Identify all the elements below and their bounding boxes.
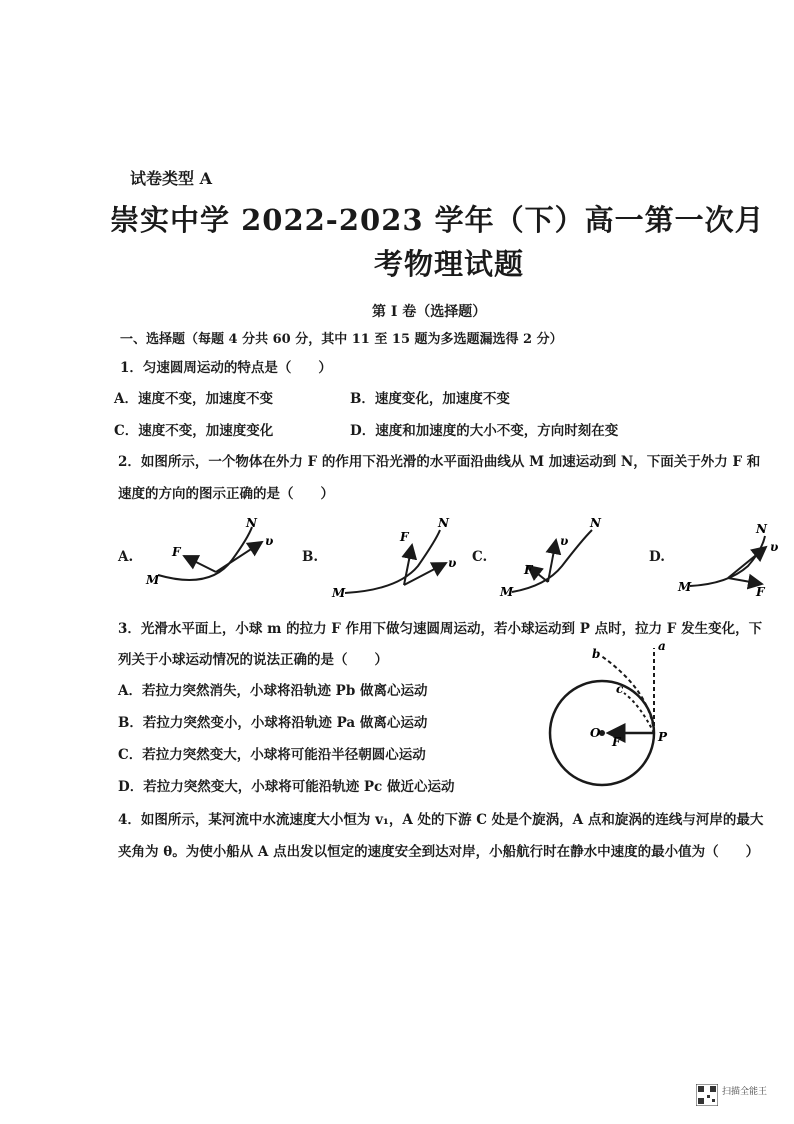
figure-b-label-m: M: [332, 586, 346, 600]
figure-d-force-arrow: [728, 578, 762, 584]
figure-a-velocity-arrow: [216, 542, 262, 572]
exam-type-label: 试卷类型 A: [130, 169, 212, 188]
figure-a-diagram: [145, 516, 274, 587]
question-3-option-d: D．若拉力突然变大，小球将可能沿轨迹 Pc 做近心运动: [118, 779, 455, 795]
question-1-option-b: B．速度变化，加速度不变: [350, 391, 510, 407]
figure-c-diagram: [499, 516, 602, 599]
figure-a-force-arrow: [184, 556, 216, 572]
question-3-stem-line1: 3．光滑水平面上，小球 m 的拉力 F 作用下做匀速圆周运动，若小球运动到 P 点时，拉力 F 发生变化，下: [118, 621, 763, 637]
question-1-option-a: A．速度不变，加速度不变: [114, 391, 273, 407]
figure-d-diagram: [677, 522, 779, 599]
figure-a-label-v: υ: [265, 534, 274, 548]
exam-title-line2: 考物理试题: [374, 247, 525, 281]
figure-d-trajectory: [690, 536, 765, 586]
question-1-stem: 1．匀速圆周运动的特点是（ ）: [120, 360, 332, 376]
figure-letter-d: D.: [649, 549, 665, 565]
qr-code-icon: [696, 1084, 718, 1106]
volume-label: 第 I 卷（选择题）: [372, 304, 487, 320]
figure-d-velocity-arrow: [728, 547, 766, 578]
question-4-stem-line2: 夹角为 θ。为使小船从 A 点出发以恒定的速度安全到达对岸，小船航行时在静水中速度的最小值为（ ）: [118, 844, 760, 860]
label-a: a: [658, 639, 666, 653]
figure-a-label-m: M: [146, 573, 160, 587]
figure-a-label-f: F: [172, 545, 181, 559]
figure-d-label-m: M: [678, 580, 692, 594]
figure-letter-a: A.: [118, 549, 134, 565]
path-pb: [600, 655, 654, 733]
figure-b-force-arrow: [404, 545, 412, 585]
figure-c-label-v: υ: [560, 534, 569, 548]
figure-c-label-n: N: [590, 516, 601, 530]
exam-title-line1: 崇实中学 2022-2023 学年（下）高一第一次月: [110, 203, 765, 237]
figure-d-label-f: F: [756, 585, 765, 599]
question-4-stem-line1: 4．如图所示，某河流中水流速度大小恒为 v₁，A 处的下游 C 处是个旋涡，A 点和旋涡的连线与河岸的最大: [118, 812, 764, 828]
figure-b-label-n: N: [438, 516, 449, 530]
figure-d-label-v: υ: [770, 540, 779, 554]
question-3-stem-line2: 列关于小球运动情况的说法正确的是（ ）: [118, 652, 388, 668]
label-o: O: [590, 726, 601, 740]
figure-letter-c: C.: [472, 549, 488, 565]
label-c: c: [616, 682, 624, 696]
question-3-option-a: A．若拉力突然消失，小球将沿轨迹 Pb 做离心运动: [118, 683, 428, 699]
question-3-figure: [550, 639, 668, 785]
figure-letter-b: B.: [302, 549, 319, 565]
scanner-watermark-text: 扫描全能王: [722, 1087, 768, 1097]
question-3-option-c: C．若拉力突然变大，小球将可能沿半径朝圆心运动: [118, 747, 426, 763]
figure-c-label-m: M: [500, 585, 514, 599]
figure-a-label-n: N: [246, 516, 257, 530]
figure-c-label-f: F: [524, 563, 533, 577]
question-2-stem-line2: 速度的方向的图示正确的是（ ）: [118, 486, 334, 502]
figure-b-trajectory: [345, 530, 440, 593]
question-1-option-c: C．速度不变，加速度变化: [114, 423, 274, 439]
label-p: P: [658, 730, 668, 744]
figure-d-label-n: N: [756, 522, 767, 536]
figure-b-diagram: [331, 516, 457, 600]
figure-b-label-v: υ: [448, 556, 457, 570]
question-3-option-b: B．若拉力突然变小，小球将沿轨迹 Pa 做离心运动: [118, 715, 428, 731]
section-heading: 一、选择题（每题 4 分共 60 分，其中 11 至 15 题为多选题漏选得 2 分）: [120, 332, 563, 347]
figure-b-label-f: F: [400, 530, 409, 544]
label-b: b: [592, 647, 601, 661]
question-2-stem-line1: 2．如图所示，一个物体在外力 F 的作用下沿光滑的水平面沿曲线从 M 加速运动到 N，下面关于外力 F 和: [118, 454, 761, 470]
question-1-option-d: D．速度和加速度的大小不变，方向时刻在变: [350, 423, 619, 439]
label-f: F: [612, 735, 621, 749]
